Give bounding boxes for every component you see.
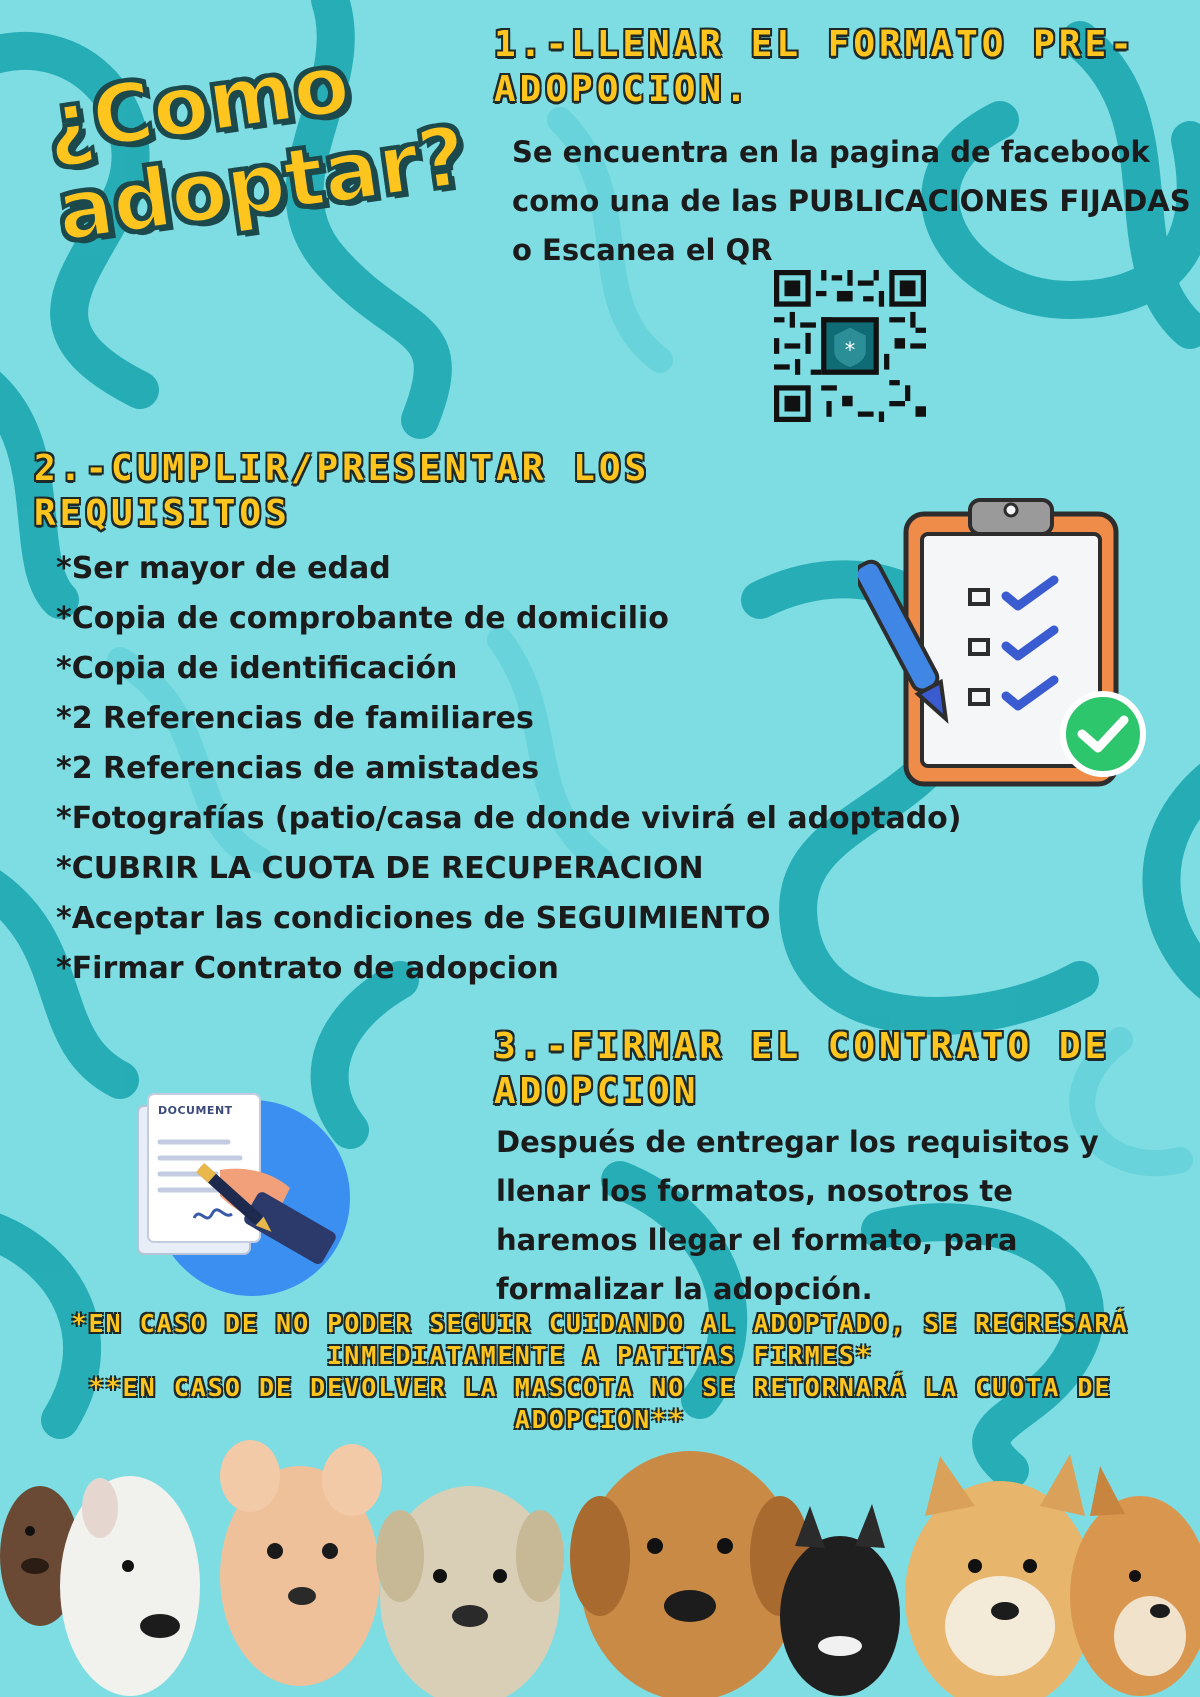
clipboard-checklist-icon [858, 494, 1168, 794]
note-return: *EN CASO DE NO PODER SEGUIR CUIDANDO AL ADOPTADO, SE REGRESARÁ INMEDIATAMENTE A PATITAS FIRMES* [71, 1309, 1129, 1370]
qr-code-icon[interactable] [774, 270, 926, 422]
list-item: *Fotografías (patio/casa de donde vivirá el adoptado) [56, 801, 962, 836]
dog-icon [376, 1486, 564, 1697]
step3-heading: 3.-FIRMAR EL CONTRATO DE ADOPCION [494, 1026, 1111, 1112]
step2-heading: 2.-CUMPLIR/PRESENTAR LOS REQUISITOS [34, 448, 651, 534]
list-item: *Copia de identificación [56, 651, 458, 686]
notes [30, 1308, 1170, 1436]
list-item: *2 Referencias de amistades [56, 751, 540, 786]
svg-text:*: * [844, 338, 856, 363]
step1-heading: 1.-LLENAR EL FORMATO PRE-ADOPOCION. [494, 24, 1136, 110]
dog-icon [220, 1440, 382, 1686]
requirements-list [56, 544, 962, 994]
dog-icon [570, 1451, 810, 1697]
list-item: *Aceptar las condiciones de SEGUIMIENTO [56, 901, 771, 936]
step3-text: Después de entregar los requisitos y llenar los formatos, nosotros te haremos llegar el formato, para formalizar la adopción. [496, 1125, 1099, 1306]
list-item: *Firmar Contrato de adopcion [56, 951, 559, 986]
list-item: *Copia de comprobante de domicilio [56, 601, 669, 636]
list-item: *CUBRIR LA CUOTA DE RECUPERACION [56, 851, 704, 886]
step1-text: Se encuentra en la pagina de facebook como una de las PUBLICACIONES FIJADAS o Escanea el QR [512, 135, 1191, 267]
page-title: ¿Como adoptar? [39, 36, 473, 261]
dog-icon [905, 1454, 1095, 1697]
note-refund: **EN CASO DE DEVOLVER LA MASCOTA NO SE RETORNARÁ LA CUOTA DE ADOPCION** [88, 1373, 1112, 1434]
list-item: *2 Referencias de familiares [56, 701, 534, 736]
check-circle-icon [1063, 694, 1143, 774]
dog-icon [1070, 1466, 1200, 1696]
document-label: DOCUMENT [158, 1104, 233, 1117]
dog-icon [60, 1476, 200, 1696]
dogs-photo-row [0, 1436, 1200, 1697]
list-item: *Ser mayor de edad [56, 551, 391, 586]
